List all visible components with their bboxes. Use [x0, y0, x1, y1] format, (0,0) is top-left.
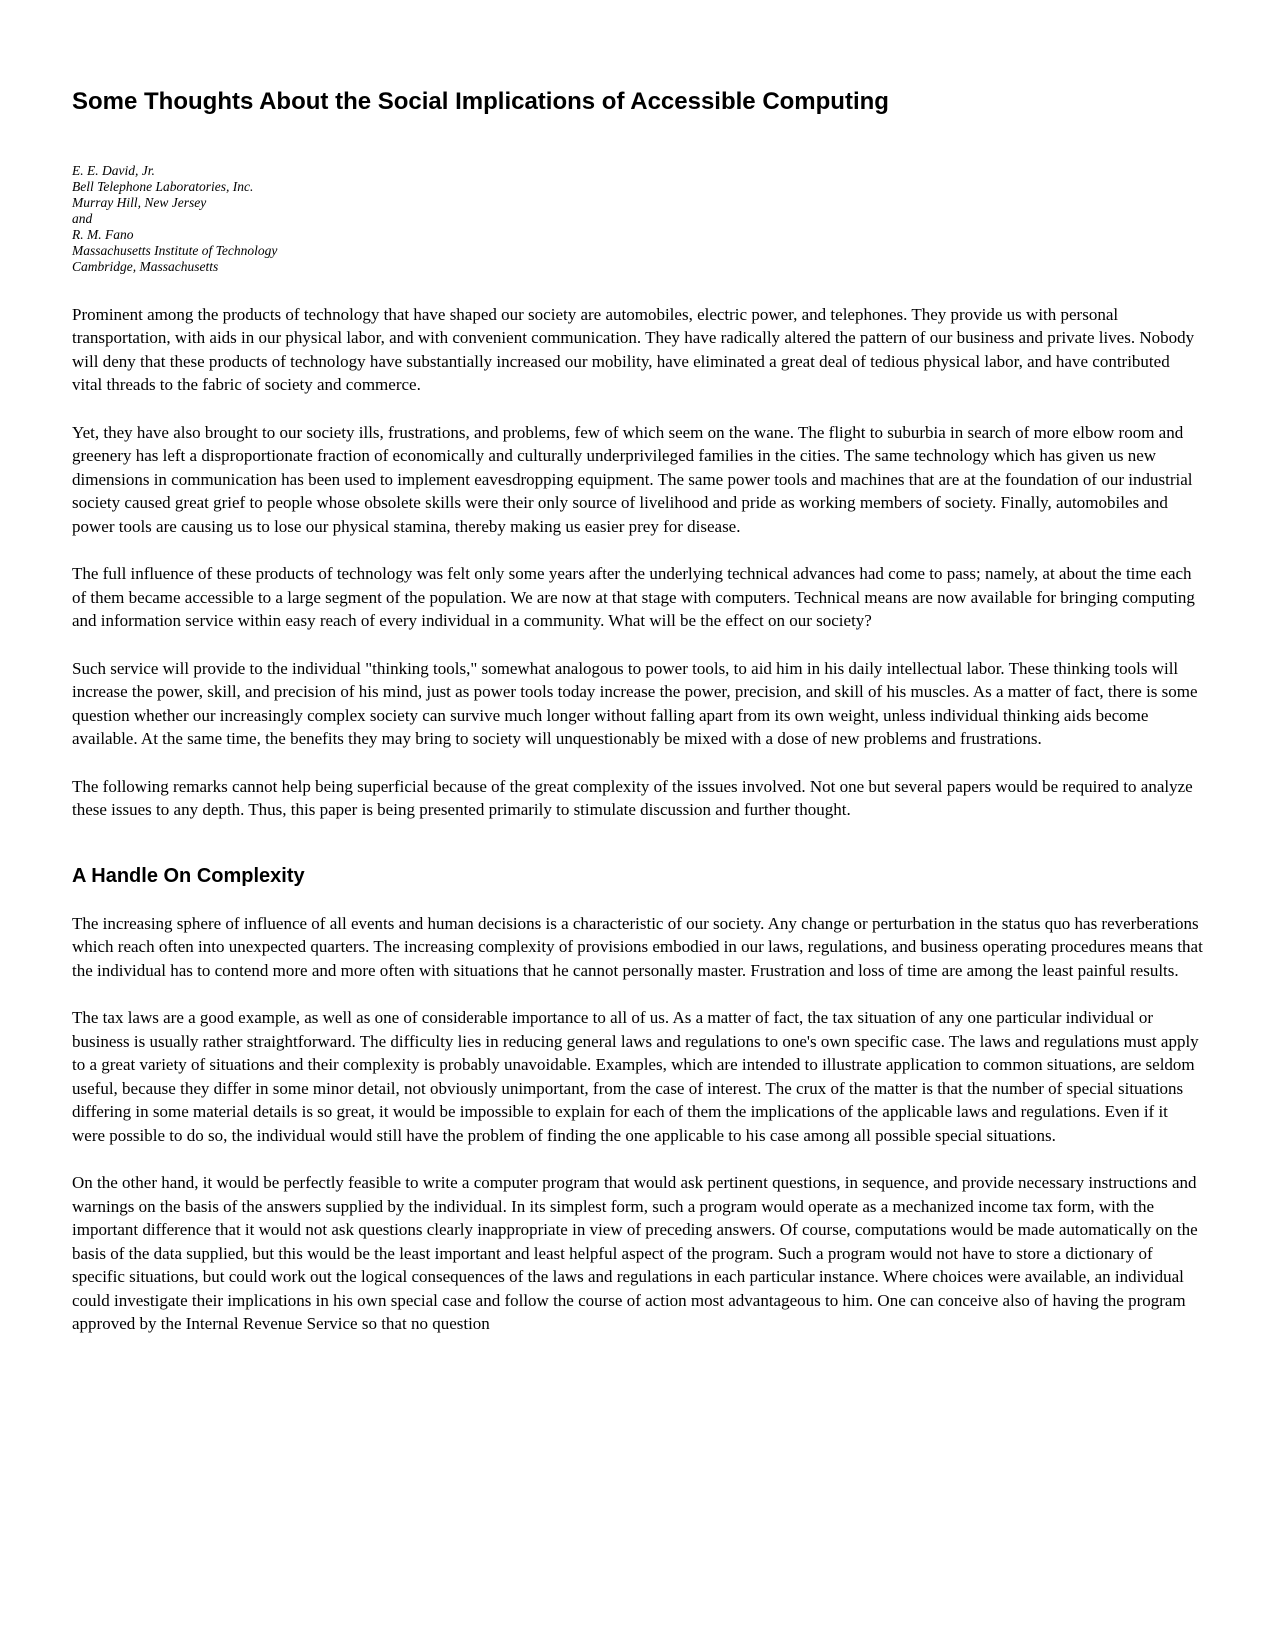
author-line-affiliation-2: Massachusetts Institute of Technology [72, 242, 278, 258]
paragraph: Prominent among the products of technology that have shaped our society are automobiles, electric power, and telephones. They provide us with personal transportation, with aids in our physical labor, and with convenient communication. They have radically altered the pattern of our business and private lives. Nobody will deny that these products of technology have substantially increased our mobility, have eliminated a great deal of tedious physical labor, and have contributed vital threads to the fabric of society and commerce. [72, 304, 1195, 395]
page-title: Some Thoughts About the Social Implications of Accessible Computing [72, 88, 889, 115]
author-line-name-1: E. E. David, Jr. [72, 162, 155, 178]
paragraph: Yet, they have also brought to our society ills, frustrations, and problems, few of which seem on the wane. The flight to suburbia in search of more elbow room and greenery has left a disproportionate fraction of economically and culturally underprivileged families in the cities. The same technology which has given us new dimensions in communication has been used to implement eavesdropping equipment. The same power tools and machines that are at the foundation of our industrial society caused great grief to people whose obsolete skills were their only source of livelihood and pride as working members of society. Finally, automobiles and power tools are causing us to lose our physical stamina, thereby making us easier prey for disease. [72, 422, 1193, 536]
paragraph: The full influence of these products of technology was felt only some years after the underlying technical advances had come to pass; namely, at about the time each of them became accessible to a large segment of the population. We are now at that stage with computers. Technical means are now available for bringing computing and information service within easy reach of every individual in a community. What will be the effect on our society? [72, 564, 1195, 631]
author-block [72, 163, 1203, 275]
paragraph: The tax laws are a good example, as well as one of considerable importance to all of us. As a matter of fact, the tax situation of any one particular individual or business is usually rather straightforward. The difficulty lies in reducing general laws and regulations to one's own specific case. The laws and regulations must apply to a great variety of situations and their complexity is probably unavoidable. Examples, which are intended to illustrate application to common situations, are seldom useful, because they differ in some minor detail, not obviously unimportant, from the case of interest. The crux of the matter is that the number of special situations differing in some material details is so great, it would be impossible to explain for each of them the implications of the applicable laws and regulations. Even if it were possible to do so, the individual would still have the problem of finding the one applicable to his case among all possible special situations. [72, 1008, 1199, 1145]
section-heading-complexity: A Handle On Complexity [72, 864, 305, 887]
author-line-location-2: Cambridge, Massachusetts [72, 258, 219, 274]
paragraph: On the other hand, it would be perfectly feasible to write a computer program that would ask pertinent questions, in sequence, and provide necessary instructions and warnings on the basis of the answers supplied by the individual. In its simplest form, such a program would operate as a mechanized income tax form, with the important difference that it would not ask questions clearly inappropriate in view of preceding answers. Of course, computations would be made automatically on the basis of the data supplied, but this would be the least important and least helpful aspect of the program. Such a program would not have to store a dictionary of specific situations, but could work out the logical consequences of the laws and regulations in each particular instance. Where choices were available, an individual could investigate their implications in his own special case and follow the course of action most advantageous to him. One can conceive also of having the program approved by the Internal Revenue Service so that no question [72, 1173, 1198, 1334]
paragraph: The following remarks cannot help being superficial because of the great complexity of the issues involved. Not one but several papers would be required to analyze these issues to any depth. Thus, this paper is being presented primarily to stimulate discussion and further thought. [72, 776, 1193, 820]
author-line-location-1: Murray Hill, New Jersey [72, 194, 207, 210]
author-line-affiliation-1: Bell Telephone Laboratories, Inc. [72, 178, 254, 194]
article-body [72, 303, 1203, 1336]
paragraph: Such service will provide to the individual "thinking tools," somewhat analogous to power tools, to aid him in his daily intellectual labor. These thinking tools will increase the power, skill, and precision of his mind, just as power tools today increase the power, precision, and skill of his muscles. As a matter of fact, there is some question whether our increasingly complex society can survive much longer without falling apart from its own weight, unless individual thinking aids become available. At the same time, the benefits they may bring to society will unquestionably be mixed with a dose of new problems and frustrations. [72, 658, 1198, 749]
author-line-name-2: R. M. Fano [72, 226, 134, 242]
author-line-separator: and [72, 210, 93, 226]
paragraph: The increasing sphere of influence of all events and human decisions is a characteristic of our society. Any change or perturbation in the status quo has reverberations which reach often into unexpected quarters. The increasing complexity of provisions embodied in our laws, regulations, and business operating procedures means that the individual has to contend more and more often with situations that he cannot personally master. Frustration and loss of time are among the least painful results. [72, 913, 1203, 980]
